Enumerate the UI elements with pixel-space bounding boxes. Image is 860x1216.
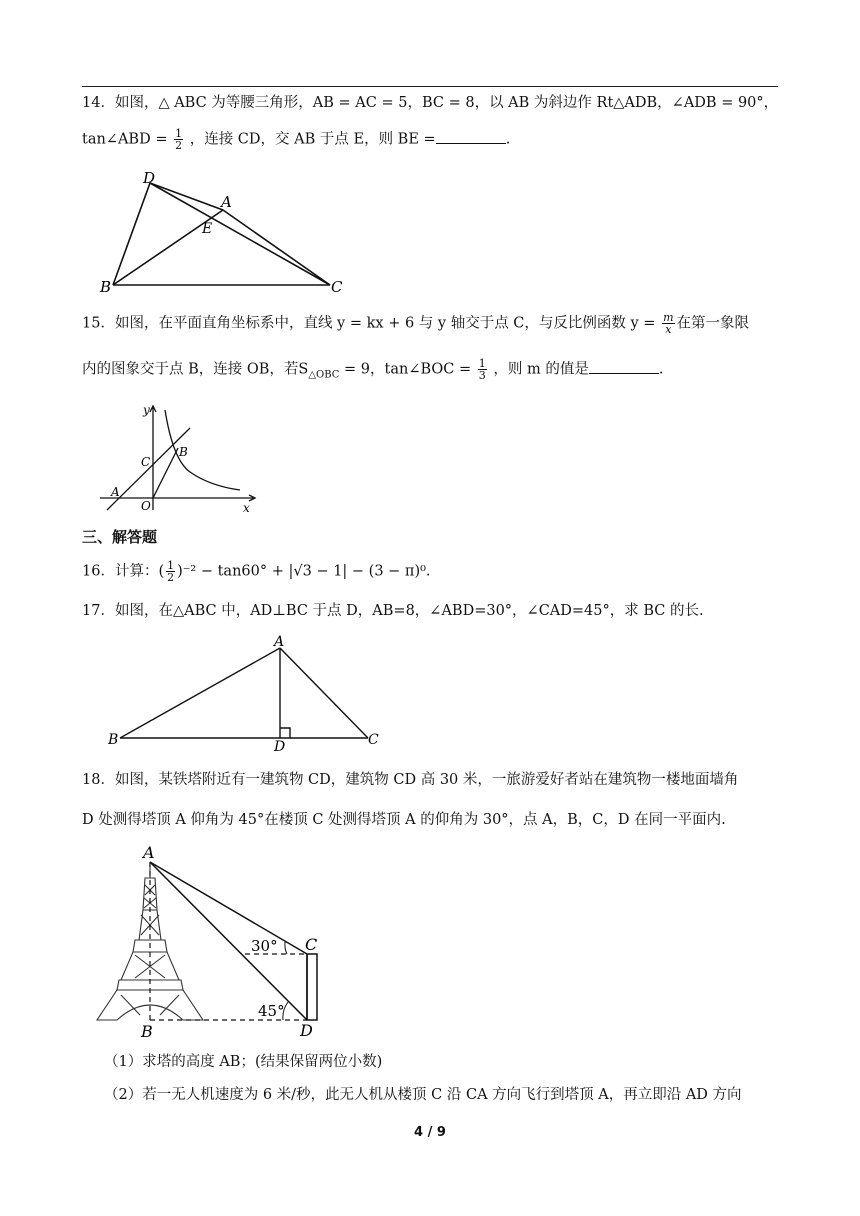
q14-answer-blank [436, 129, 506, 144]
q18-label-B: B [141, 1022, 153, 1040]
q15-label-O: O [141, 499, 151, 513]
q17-figure [100, 632, 390, 752]
q15-label-A: A [111, 485, 120, 499]
eiffel-tower-icon [97, 862, 203, 1020]
section-heading: 三、解答题 [82, 528, 158, 546]
q14-label-D: D [143, 169, 156, 187]
page-number: 4 / 9 [414, 1125, 446, 1140]
q14-figure [95, 165, 355, 300]
q18-figure [95, 840, 335, 1040]
q18-label-A: A [143, 843, 155, 862]
q14-line2-text: ，连接 CD，交 AB 于点 E，则 BE = [189, 131, 436, 148]
q15-figure [95, 400, 265, 515]
q14-tan-label: tan∠ABD = [82, 131, 168, 148]
q14-label-C: C [331, 278, 343, 296]
q16-line [82, 560, 431, 583]
q18-angle-30: 30° [251, 937, 278, 955]
q17-line: 17．如图，在△ABC 中，AD⊥BC 于点 D，AB=8，∠ABD=30°，∠CAD=45°，求 BC 的长. [82, 603, 704, 619]
q15-label-C: C [141, 455, 151, 469]
q15-frac2-den: 3 [478, 369, 486, 382]
q18-angle-45: 45° [258, 1002, 285, 1020]
q18-sub1: （1）求塔的高度 AB；(结果保留两位小数) [104, 1054, 383, 1070]
q15-answer-blank [589, 359, 659, 374]
q16-pre: 16．计算：( [82, 563, 165, 580]
q14-label-B: B [100, 278, 112, 296]
q15-line2-mid: = 9，tan∠BOC = [339, 361, 472, 378]
q14-frac-den: 2 [175, 139, 183, 152]
q15-line1 [82, 312, 749, 335]
q18-line1: 18．如图，某铁塔附近有一建筑物 CD，建筑物 CD 高 30 米，一旅游爱好者站在建筑物一楼地面墙角 [82, 772, 739, 788]
q14-label-A: A [221, 193, 232, 211]
q15-label-B: B [179, 445, 188, 459]
q18-sub2: （2）若一无人机速度为 6 米/秒，此无人机从楼顶 C 沿 CA 方向飞行到塔顶 A，再立即沿 AD 方向 [104, 1087, 742, 1103]
q15-line2 [82, 358, 663, 385]
q14-line1: 14．如图，△ ABC 为等腰三角形，AB = AC = 5，BC = 8，以 AB 为斜边作 Rt△ADB，∠ADB = 90°， [82, 95, 779, 111]
q17-label-D: D [274, 739, 286, 752]
q15-line2-text: 内的图象交于点 B，连接 OB，若S [82, 361, 309, 378]
q14-line2 [82, 128, 510, 151]
q17-label-A: A [274, 634, 285, 650]
q15-period: . [658, 361, 664, 378]
q16-frac-den: 2 [167, 571, 175, 584]
q15-fraction-tan [478, 358, 487, 381]
q15-fraction-mx [662, 312, 674, 335]
q15-area-subscript: △OBC [308, 369, 340, 381]
header-rule [82, 86, 778, 87]
q14-label-E: E [202, 221, 213, 237]
q17-label-C: C [368, 732, 379, 748]
q16-fraction [166, 560, 175, 583]
q14-frac-num: 1 [175, 127, 183, 140]
q18-line2: D 处测得塔顶 A 仰角为 45°在楼顶 C 处测得塔顶 A 的仰角为 30°，点 A，B，C，D 在同一平面内. [82, 812, 726, 828]
q16-frac-num: 1 [167, 559, 175, 572]
q15-frac2-num: 1 [478, 357, 486, 370]
q15-line2-post: ，则 m 的值是 [493, 361, 589, 378]
q18-label-C: C [305, 935, 318, 954]
q17-label-B: B [108, 732, 119, 748]
q15-label-x: x [243, 501, 250, 515]
q15-frac-den: x [665, 323, 672, 336]
q15-line1-text: 15．如图，在平面直角坐标系中，直线 y = kx + 6 与 y 轴交于点 C，与反比例函数 y = [82, 315, 656, 332]
q18-label-D: D [300, 1021, 313, 1040]
q14-fraction [174, 128, 183, 151]
q15-label-y: y [143, 403, 150, 417]
q15-frac-num: m [663, 311, 674, 324]
q16-post: )⁻² − tan60° + |√3 − 1| − (3 − π)⁰. [177, 563, 431, 580]
q15-line1-end: 在第一象限 [676, 315, 750, 332]
q14-period: . [505, 131, 511, 148]
